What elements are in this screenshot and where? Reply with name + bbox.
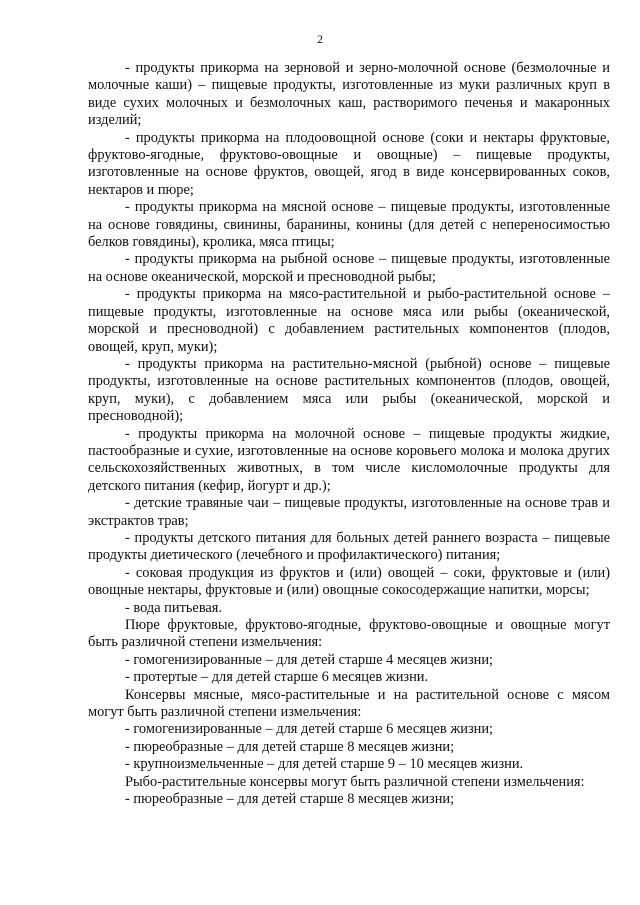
paragraph-puree-intro: Пюре фруктовые, фруктово-ягодные, фруктово-овощные и овощные могут быть различной степени измельчения: xyxy=(88,617,610,651)
paragraph-meat-vegetable-products: - продукты прикорма на мясо-растительной и рыбо-растительной основе – пищевые продукты, изготовленные на основе мяса или рыбы (океанической, морской и пресноводной) с добавлением растительных компонентов (плодов, овощей, круп, муки); xyxy=(88,286,610,355)
paragraph-canned-fish-intro: Рыбо-растительные консервы могут быть различной степени измельчения: xyxy=(125,773,585,790)
document-body xyxy=(88,60,610,808)
page-number: 2 xyxy=(317,32,323,46)
list-item-pureed-6: - протертые – для детей старше 6 месяцев жизни. xyxy=(125,669,429,686)
paragraph-drinking-water: - вода питьевая. xyxy=(125,599,223,616)
paragraph-meat-products: - продукты прикорма на мясной основе – пищевые продукты, изготовленные на основе говядины, свинины, баранины, конины (для детей с непереносимостью белков говядины), кролика, мяса птицы; xyxy=(88,199,610,251)
paragraph-juice-products: - соковая продукция из фруктов и (или) овощей – соки, фруктовые и (или) овощные нектары, фруктовые и (или) овощные сокосодержащие напитки, морсы; xyxy=(88,564,610,599)
paragraph-grain-products: - продукты прикорма на зерновой и зерно-молочной основе (безмолочные и молочные каши) – пищевые продукты, изготовленные из муки различных круп в виде сухих молочных и безмолочных каш, растворимого печенья и макаронных изделий; xyxy=(88,60,610,129)
list-item-homogenized-4: - гомогенизированные – для детей старше 4 месяцев жизни; xyxy=(125,651,494,668)
list-item-fish-puree-like-8: - пюреобразные – для детей старше 8 месяцев жизни; xyxy=(125,791,455,808)
paragraph-dietary-products: - продукты детского питания для больных детей раннего возраста – пищевые продукты диетического (лечебного и профилактического) питания; xyxy=(88,529,610,564)
paragraph-fish-products: - продукты прикорма на рыбной основе – пищевые продукты, изготовленные на основе океанической, морской и пресноводной рыбы; xyxy=(88,251,610,285)
paragraph-fruit-vegetable-products: - продукты прикорма на плодоовощной основе (соки и нектары фруктовые, фруктово-ягодные, фруктово-овощные и овощные) – пищевые продукты, изготовленные на основе фруктов, овощей, ягод в виде консервированных соков, нектаров и пюре; xyxy=(88,129,610,198)
paragraph-herbal-teas: - детские травяные чаи – пищевые продукты, изготовленные на основе трав и экстрактов трав; xyxy=(88,495,610,529)
list-item-coarse-9-10: - крупноизмельченные – для детей старше 9 – 10 месяцев жизни. xyxy=(125,756,524,773)
list-item-puree-like-8: - пюреобразные – для детей старше 8 месяцев жизни; xyxy=(125,738,455,755)
paragraph-canned-meat-intro: Консервы мясные, мясо-растительные и на растительной основе с мясом могут быть различной степени измельчения: xyxy=(88,686,610,721)
list-item-homogenized-6: - гомогенизированные – для детей старше 6 месяцев жизни; xyxy=(125,721,494,738)
paragraph-dairy-products: - продукты прикорма на молочной основе – пищевые продукты жидкие, пастообразные и сухие, изготовленные на основе коровьего молока и молока других сельскохозяйственных животных, в том числе кисломолочные продукты для детского питания (кефир, йогурт и др.); xyxy=(88,425,610,494)
paragraph-vegetable-meat-products: - продукты прикорма на растительно-мясной (рыбной) основе – пищевые продукты, изготовленные на основе растительных компонентов (плодов, овощей, круп, муки), с добавлением мяса или рыбы (океанической, морской и пресноводной); xyxy=(88,355,610,425)
